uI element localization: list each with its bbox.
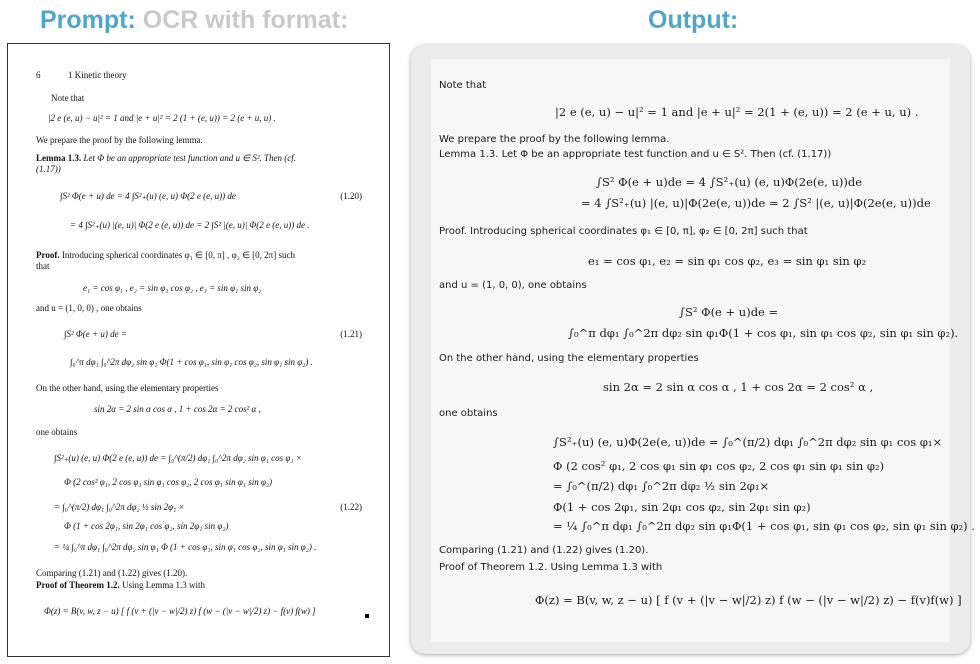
eq121-line2: ∫₀^π dφ₁ ∫₀^2π dφ₂ sin φ₁ Φ(1 + cos φ₁, sin φ₁ cos φ₂, sin φ₁ sin φ₂) . [70,357,313,367]
note-that: Note that [51,93,85,103]
eq-norms: |2 e (e, u) − u|² = 1 and |e + u|² = 2 (1 + (e, u)) = 2 (e + u, u) . [48,113,276,123]
out-eq120-line2: = 4 ∫S²₊(u) |(e, u)|Φ(2e(e, u))de = 2 ∫S² |(e, u)|Φ(2e(e, u))de [581,196,931,210]
eq122-line1: ∫S²₊(u) (e, u) Φ(2 e (e, u)) de = ∫₀^(π/2) dφ₁ ∫₀^2π dφ₂ sin φ₁ cos φ₁ × [54,453,302,463]
lemma-label: Lemma 1.3. [36,153,82,163]
out-eq122-line3: = ∫₀^(π/2) dφ₁ ∫₀^2π dφ₂ ½ sin 2φ₁× [553,479,770,493]
eq122-line2: Φ (2 cos² φ₁, 2 cos φ₁ sin φ₁ cos φ₂, 2 cos φ₁ sin φ₁ sin φ₂) [64,477,273,487]
out-eq121-line2: ∫₀^π dφ₁ ∫₀^2π dφ₂ sin φ₁Φ(1 + cos φ₁, sin φ₁ cos φ₂, sin φ₁ sin φ₂). [568,326,959,340]
out-proof: Proof. Introducing spherical coordinates φ₁ ∈ [0, π], φ₂ ∈ [0, 2π] such that [439,226,808,237]
page-number: 6 [36,70,41,80]
out-eq122-line5: = ¼ ∫₀^π dφ₁ ∫₀^2π dφ₂ sin φ₁Φ(1 + cos φ₁, sin φ₁ cos φ₂, sin φ₁ sin φ₂) . [553,519,975,533]
output-panel [411,45,975,654]
proof-text-2: that [36,261,50,271]
out-eq-trig: sin 2α = 2 sin α cos α , 1 + cos 2α = 2 cos² α , [603,380,874,394]
out-note-that: Note that [439,80,487,91]
tag-120: (1.20) [340,191,362,201]
proof-theorem-text: Using Lemma 1.3 with [119,580,205,590]
tag-122: (1.22) [340,502,362,512]
out-other-hand: On the other hand, using the elementary properties [439,353,699,364]
eq122-line3: = ∫₀^(π/2) dφ₁ ∫₀^2π dφ₂ ½ sin 2φ₁ × [54,502,185,512]
and-u-text: and u = (1, 0, 0) , one obtains [36,303,142,313]
qed-square [365,614,369,618]
output-content [431,59,975,642]
one-obtains: one obtains [36,427,78,437]
eq-final: Φ(z) = B(v, w, z − u) [ f (v + (|v − w|/2) z) f (w − (|v − w|/2) z) − f(v) f(w) ] [44,606,316,616]
comparing-text: Comparing (1.21) and (1.22) gives (1.20). [36,568,188,578]
out-eq122-line4: Φ(1 + cos 2φ₁, sin 2φ₁ cos φ₂, sin 2φ₁ sin φ₂) [553,500,811,514]
tag-121: (1.21) [340,329,362,339]
out-eq122-line2: Φ (2 cos² φ₁, 2 cos φ₁ sin φ₁ cos φ₂, 2 cos φ₁ sin φ₁ sin φ₂) [553,459,885,473]
out-eq121-line1: ∫S² Φ(e + u)de = [679,305,779,319]
eq120-line2: = 4 ∫S²₊(u) |(e, u)| Φ(2 e (e, u)) de = 2 ∫S² |(e, u)| Φ(2 e (e, u)) de . [70,220,310,230]
out-proof-theorem: Proof of Theorem 1.2. Using Lemma 1.3 with [439,562,663,573]
out-eq120-line1: ∫S² Φ(e + u)de = 4 ∫S²₊(u) (e, u)Φ(2e(e, u))de [596,175,863,189]
out-comparing: Comparing (1.21) and (1.22) gives (1.20). [439,545,649,556]
lemma-ref: (1.17)) [36,164,61,174]
prompt-label: Prompt: [40,6,136,34]
eq-spherical: e₁ = cos φ₁ , e₂ = sin φ₁ cos φ₂ , e₃ = sin φ₁ sin φ₂ [83,283,262,293]
lemma-text: Let Φ be an appropriate test function and u ∈ S². Then (cf. [81,153,297,163]
out-eq122-line1: ∫S²₊(u) (e, u)Φ(2e(e, u))de = ∫₀^(π/2) dφ₁ ∫₀^2π dφ₂ sin φ₁ cos φ₁× [553,435,943,449]
out-lemma: Lemma 1.3. Let Φ be an appropriate test function and u ∈ S². Then (cf. (1.17)) [439,149,832,160]
other-hand-text: On the other hand, using the elementary properties [36,383,219,393]
output-heading: Output: [648,6,739,34]
prompt-text: OCR with format: [135,6,349,34]
proof-line [36,250,295,261]
out-and-u: and u = (1, 0, 0), one obtains [439,280,587,291]
eq122-line4: Φ (1 + cos 2φ₁, sin 2φ₁ cos φ₂, sin 2φ₁ sin φ₂) [64,521,229,531]
eq121-line1: ∫S² Φ(e + u) de = [64,329,127,339]
lemma-statement [36,153,296,164]
proof-theorem-label: Proof of Theorem 1.2. [36,580,120,590]
eq-trig: sin 2α = 2 sin α cos α , 1 + cos 2α = 2 cos² α , [94,404,261,414]
document-page [7,43,390,657]
prepare-text: We prepare the proof by the following lemma. [36,135,203,145]
eq120-line1: ∫S² Φ(e + u) de = 4 ∫S²₊(u) (e, u) Φ(2 e (e, u)) de [60,191,236,201]
chapter-title: 1 Kinetic theory [68,70,127,80]
out-prepare: We prepare the proof by the following lemma. [439,134,670,145]
eq122-line5: = ¼ ∫₀^π dφ₁ ∫₀^2π dφ₂ sin φ₁ Φ (1 + cos φ₁, sin φ₁ cos φ₂, sin φ₁ sin φ₂) . [54,542,317,552]
prompt-heading [40,6,348,35]
proof-label: Proof. [36,250,60,260]
out-eq-spherical: e₁ = cos φ₁, e₂ = sin φ₁ cos φ₂, e₃ = sin φ₁ sin φ₂ [588,254,867,268]
out-eq-norms: |2 e (e, u) − u|² = 1 and |e + u|² = 2(1 + (e, u)) = 2 (e + u, u) . [555,105,919,119]
proof-text: Introducing spherical coordinates φ₁ ∈ [0, π] , φ₂ ∈ [0, 2π] such [59,250,295,260]
out-one-obtains: one obtains [439,408,498,419]
out-eq-final: Φ(z) = B(v, w, z − u) [ f (v + (|v − w|/2) z) f (w − (|v − w|/2) z) − f(v)f(w) ] [535,593,962,607]
proof-theorem-line [36,580,205,591]
